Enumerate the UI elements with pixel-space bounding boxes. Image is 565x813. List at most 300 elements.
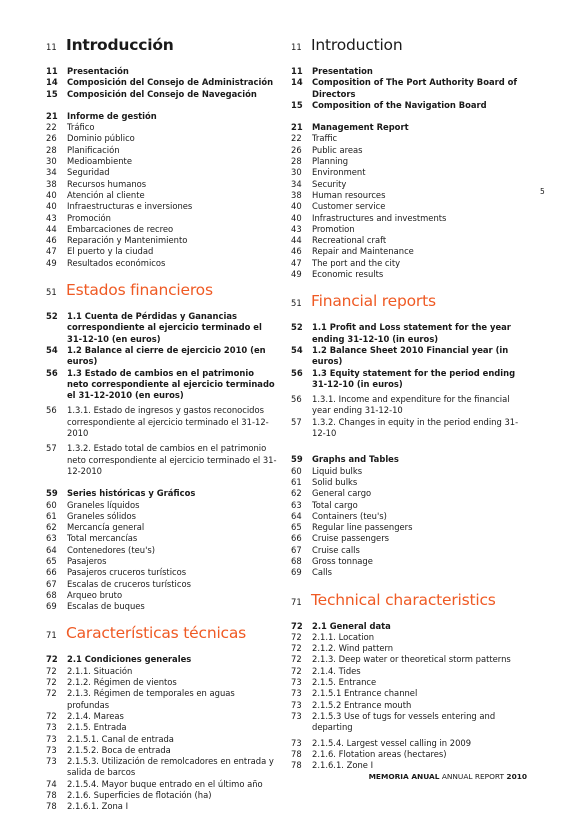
entry-title: Informe de gestión bbox=[67, 110, 157, 121]
entry-group bbox=[46, 654, 278, 812]
toc-entry bbox=[46, 145, 278, 156]
group-spacer bbox=[46, 477, 278, 488]
entry-page-number: 38 bbox=[291, 189, 302, 200]
toc-entry bbox=[291, 201, 523, 212]
entry-page-number: 73 bbox=[46, 722, 57, 733]
toc-entry bbox=[291, 556, 523, 567]
entry-page-number: 38 bbox=[46, 178, 57, 189]
index-section bbox=[46, 36, 278, 269]
section-spacer bbox=[291, 579, 523, 591]
section-spacer bbox=[291, 280, 523, 292]
entry-page-number: 73 bbox=[291, 677, 302, 688]
section-title: Características técnicas bbox=[66, 624, 247, 643]
toc-entry bbox=[46, 368, 278, 402]
toc-entry bbox=[291, 522, 523, 533]
entry-page-number: 40 bbox=[46, 189, 57, 200]
entry-title: Tráfico bbox=[67, 122, 95, 133]
section-page-number: 51 bbox=[291, 298, 302, 309]
entry-title: Cruise calls bbox=[312, 544, 360, 555]
entry-page-number: 60 bbox=[291, 465, 302, 476]
entry-page-number: 62 bbox=[291, 488, 302, 499]
toc-entry bbox=[291, 77, 523, 100]
entry-page-number: 72 bbox=[291, 665, 302, 676]
toc-entry bbox=[46, 666, 278, 677]
entry-page-number: 69 bbox=[46, 601, 57, 612]
section-heading bbox=[46, 624, 278, 648]
entry-title: 1.2 Balance al cierre de ejercicio 2010 (en euros) bbox=[67, 344, 266, 367]
toc-entry bbox=[291, 654, 523, 665]
spanish-index-column bbox=[46, 36, 278, 813]
toc-entry bbox=[46, 258, 278, 269]
entry-title: 2.1.2. Régimen de vientos bbox=[67, 677, 177, 688]
index-section bbox=[46, 281, 278, 612]
entry-page-number: 47 bbox=[46, 246, 57, 257]
entry-page-number: 63 bbox=[46, 533, 57, 544]
toc-entry bbox=[291, 179, 523, 190]
entry-title: 2.1.3. Deep water or theoretical storm patterns bbox=[312, 654, 511, 665]
entry-title: Reparación y Mantenimiento bbox=[67, 235, 188, 246]
entry-page-number: 69 bbox=[291, 567, 302, 578]
toc-entry bbox=[46, 246, 278, 257]
entry-page-number: 73 bbox=[291, 688, 302, 699]
index-section bbox=[46, 624, 278, 812]
toc-entry bbox=[46, 405, 278, 439]
entry-page-number: 21 bbox=[46, 110, 58, 121]
entry-page-number: 44 bbox=[291, 235, 302, 246]
entry-page-number: 56 bbox=[291, 394, 302, 405]
toc-entry bbox=[291, 269, 523, 280]
toc-entry bbox=[46, 133, 278, 144]
entry-page-number: 68 bbox=[291, 555, 302, 566]
toc-entry bbox=[291, 511, 523, 522]
entry-page-number: 43 bbox=[291, 223, 302, 234]
toc-entry bbox=[46, 677, 278, 688]
section-page-number: 71 bbox=[46, 630, 57, 641]
entry-title: Composition of The Port Authority Board of Directors bbox=[312, 77, 518, 99]
entry-title: Escalas de cruceros turísticos bbox=[67, 578, 191, 589]
entry-title: Pasajeros bbox=[67, 555, 107, 566]
toc-entry bbox=[291, 677, 523, 688]
section-title: Introduction bbox=[311, 36, 403, 54]
toc-entry bbox=[291, 454, 523, 465]
entry-page-number: 52 bbox=[291, 322, 303, 333]
toc-entry bbox=[291, 122, 523, 133]
entry-title: Embarcaciones de recreo bbox=[67, 223, 174, 234]
entry-page-number: 34 bbox=[46, 167, 57, 178]
toc-entry bbox=[291, 322, 523, 345]
entry-page-number: 66 bbox=[46, 567, 57, 578]
entry-page-number: 26 bbox=[46, 133, 57, 144]
group-spacer bbox=[291, 439, 523, 450]
entry-page-number: 78 bbox=[291, 760, 302, 771]
entry-title: Graneles sólidos bbox=[67, 510, 136, 521]
entry-title: 2.1.5. Entrance bbox=[312, 677, 377, 688]
section-title: Estados financieros bbox=[66, 281, 213, 300]
entry-page-number: 72 bbox=[291, 654, 302, 665]
entry-page-number: 56 bbox=[46, 367, 58, 378]
toc-entry bbox=[291, 368, 523, 391]
toc-entry bbox=[291, 567, 523, 578]
section-title: Financial reports bbox=[311, 292, 436, 311]
entry-page-number: 72 bbox=[291, 643, 302, 654]
entry-title: Atención al cliente bbox=[67, 189, 145, 200]
entry-title: 2.1.5.4. Largest vessel calling in 2009 bbox=[312, 737, 472, 748]
entry-title: 2.1.5.3 Use of tugs for vessels entering and departing bbox=[312, 710, 496, 733]
entry-title: Recursos humanos bbox=[67, 178, 147, 189]
section-heading bbox=[291, 292, 523, 316]
section-title: Introducción bbox=[66, 36, 174, 54]
entry-title: Medioambiente bbox=[67, 156, 132, 167]
footer-year: 2010 bbox=[506, 772, 527, 781]
entry-page-number: 78 bbox=[46, 790, 57, 801]
entry-title: 2.1.6.1. Zone I bbox=[312, 760, 374, 771]
entry-title: 2.1.6.1. Zona I bbox=[67, 801, 129, 812]
toc-entry bbox=[291, 417, 523, 440]
entry-page-number: 40 bbox=[46, 201, 57, 212]
toc-entry bbox=[46, 556, 278, 567]
entry-page-number: 44 bbox=[46, 223, 57, 234]
entry-title: Seguridad bbox=[67, 167, 110, 178]
entry-title: Customer service bbox=[312, 201, 386, 212]
entry-title: 2.1.3. Régimen de temporales en aguas profundas bbox=[67, 688, 235, 710]
entry-group bbox=[46, 66, 278, 100]
english-index-column bbox=[291, 36, 523, 771]
section-page-number: 11 bbox=[291, 42, 302, 52]
toc-entry bbox=[291, 258, 523, 269]
toc-entry bbox=[291, 466, 523, 477]
entry-page-number: 68 bbox=[46, 589, 57, 600]
entry-page-number: 30 bbox=[291, 167, 302, 178]
toc-entry bbox=[46, 756, 278, 779]
toc-entry bbox=[46, 500, 278, 511]
toc-entry bbox=[46, 167, 278, 178]
toc-entry bbox=[46, 801, 278, 812]
toc-entry bbox=[46, 579, 278, 590]
entry-title: 2.1.5.2. Boca de entrada bbox=[67, 744, 171, 755]
entry-page-number: 15 bbox=[46, 88, 58, 99]
entry-page-number: 14 bbox=[46, 77, 58, 88]
toc-entry bbox=[46, 235, 278, 246]
entry-title: 2.1.5. Entrada bbox=[67, 722, 127, 733]
toc-entry bbox=[291, 145, 523, 156]
toc-entry bbox=[291, 621, 523, 632]
entry-page-number: 34 bbox=[291, 178, 302, 189]
toc-entry bbox=[46, 654, 278, 665]
entry-page-number: 74 bbox=[46, 778, 57, 789]
toc-entry bbox=[46, 722, 278, 733]
entry-page-number: 72 bbox=[46, 677, 57, 688]
toc-entry bbox=[291, 394, 523, 417]
entry-page-number: 46 bbox=[291, 246, 302, 257]
entry-title: Escalas de buques bbox=[67, 601, 145, 612]
toc-entry bbox=[291, 488, 523, 499]
entry-page-number: 30 bbox=[46, 156, 57, 167]
entry-title: Composición del Consejo de Administración bbox=[67, 77, 274, 88]
toc-entry bbox=[46, 213, 278, 224]
entry-page-number: 73 bbox=[46, 733, 57, 744]
entry-group bbox=[291, 66, 523, 111]
section-title: Technical characteristics bbox=[311, 590, 496, 609]
entry-title: General cargo bbox=[312, 488, 372, 499]
entry-title: Liquid bulks bbox=[312, 465, 363, 476]
entry-title: 2.1.1. Location bbox=[312, 631, 375, 642]
entry-title: 1.3.2. Estado total de cambios en el patrimonio neto correspondiente al ejercicio terminado el 31-12-2010 bbox=[67, 443, 277, 476]
report-footer bbox=[369, 772, 527, 781]
toc-entry bbox=[46, 734, 278, 745]
entry-title: 1.3.1. Estado de ingresos y gastos reconocidos correspondiente al ejercicio terminado el 31-12-2010 bbox=[67, 405, 269, 439]
toc-entry bbox=[46, 111, 278, 122]
entry-title: 1.3 Equity statement for the period ending 31-12-10 (in euros) bbox=[312, 367, 516, 389]
toc-entry bbox=[46, 156, 278, 167]
entry-title: 2.1.1. Situación bbox=[67, 665, 133, 676]
entry-page-number: 40 bbox=[291, 201, 302, 212]
toc-entry bbox=[291, 167, 523, 178]
entry-group bbox=[46, 111, 278, 269]
footer-title-en: ANNUAL REPORT bbox=[441, 772, 505, 781]
toc-entry bbox=[46, 311, 278, 345]
entry-page-number: 67 bbox=[291, 544, 302, 555]
entry-title: Environment bbox=[312, 167, 366, 178]
toc-entry bbox=[46, 779, 278, 790]
entry-title: 2.1.4. Mareas bbox=[67, 710, 124, 721]
entry-page-number: 11 bbox=[46, 66, 58, 76]
group-spacer bbox=[291, 111, 523, 122]
entry-page-number: 72 bbox=[46, 665, 57, 676]
entry-title: Dominio público bbox=[67, 133, 135, 144]
group-spacer bbox=[46, 100, 278, 111]
entry-page-number: 63 bbox=[291, 499, 302, 510]
page-number: 5 bbox=[540, 187, 545, 196]
entry-title: Containers (teu's) bbox=[312, 510, 387, 521]
entry-title: 2.1.5.2 Entrance mouth bbox=[312, 699, 412, 710]
toc-entry bbox=[46, 688, 278, 711]
entry-page-number: 65 bbox=[291, 522, 302, 533]
toc-entry bbox=[46, 601, 278, 612]
entry-page-number: 26 bbox=[291, 144, 302, 155]
entry-group bbox=[291, 322, 523, 439]
toc-entry bbox=[291, 66, 523, 77]
entry-title: Contenedores (teu's) bbox=[67, 544, 155, 555]
toc-entry bbox=[291, 500, 523, 511]
entry-page-number: 60 bbox=[46, 499, 57, 510]
entry-title: Recreational craft bbox=[312, 235, 387, 246]
entry-title: Repair and Maintenance bbox=[312, 246, 414, 257]
section-heading bbox=[291, 591, 523, 615]
index-section bbox=[291, 591, 523, 772]
entry-title: 2.1.5.1 Entrance channel bbox=[312, 688, 418, 699]
section-heading bbox=[291, 36, 523, 60]
entry-title: 2.1 Condiciones generales bbox=[67, 654, 192, 665]
entry-title: Regular line passengers bbox=[312, 522, 413, 533]
entry-title: The port and the city bbox=[312, 257, 401, 268]
footer-title-es: MEMORIA ANUAL bbox=[368, 772, 440, 781]
toc-entry bbox=[46, 545, 278, 556]
entry-group bbox=[291, 122, 523, 280]
toc-entry bbox=[46, 190, 278, 201]
entry-page-number: 46 bbox=[46, 235, 57, 246]
entry-page-number: 78 bbox=[291, 748, 302, 759]
entry-page-number: 61 bbox=[46, 510, 57, 521]
entry-title: El puerto y la ciudad bbox=[67, 246, 154, 257]
entry-title: Composition of the Navigation Board bbox=[312, 99, 487, 110]
toc-entry bbox=[291, 246, 523, 257]
entry-group bbox=[46, 311, 278, 477]
entry-page-number: 52 bbox=[46, 311, 58, 322]
entry-title: Promoción bbox=[67, 212, 111, 223]
entry-title: Total mercancías bbox=[67, 533, 138, 544]
index-section bbox=[291, 292, 523, 578]
section-spacer bbox=[46, 269, 278, 281]
entry-title: Planning bbox=[312, 156, 349, 167]
entry-title: Solid bulks bbox=[312, 476, 358, 487]
entry-title: Infrastructures and investments bbox=[312, 212, 447, 223]
section-spacer bbox=[46, 612, 278, 624]
toc-entry bbox=[46, 443, 278, 477]
toc-entry bbox=[291, 235, 523, 246]
section-page-number: 51 bbox=[46, 287, 57, 298]
toc-entry bbox=[46, 66, 278, 77]
entry-title: Promotion bbox=[312, 223, 355, 234]
entry-page-number: 64 bbox=[46, 544, 57, 555]
entry-title: Calls bbox=[312, 567, 332, 578]
entry-group bbox=[46, 488, 278, 612]
toc-entry bbox=[291, 738, 523, 749]
entry-title: Management Report bbox=[312, 122, 409, 133]
section-heading bbox=[46, 281, 278, 305]
entry-page-number: 49 bbox=[46, 257, 57, 268]
entry-page-number: 72 bbox=[291, 620, 303, 631]
entry-title: Infraestructuras e inversiones bbox=[67, 201, 193, 212]
entry-page-number: 15 bbox=[291, 99, 303, 110]
toc-entry bbox=[46, 89, 278, 100]
entry-title: 1.3 Estado de cambios en el patrimonio neto correspondiente al ejercicio terminado el 31-12-2010 (en euros) bbox=[67, 367, 275, 401]
entry-title: 2.1.2. Wind pattern bbox=[312, 643, 394, 654]
entry-page-number: 73 bbox=[46, 744, 57, 755]
toc-entry bbox=[46, 179, 278, 190]
entry-title: 1.1 Profit and Loss statement for the year ending 31-12-10 (in euros) bbox=[312, 322, 511, 344]
entry-page-number: 21 bbox=[291, 122, 303, 133]
toc-entry bbox=[291, 545, 523, 556]
toc-entry bbox=[291, 700, 523, 711]
entry-title: Mercancía general bbox=[67, 522, 145, 533]
entry-group bbox=[291, 621, 523, 772]
toc-entry bbox=[291, 224, 523, 235]
entry-page-number: 73 bbox=[291, 699, 302, 710]
entry-page-number: 28 bbox=[291, 156, 302, 167]
entry-title: Planificación bbox=[67, 144, 120, 155]
toc-entry bbox=[46, 224, 278, 235]
entry-title: Public areas bbox=[312, 144, 363, 155]
entry-page-number: 78 bbox=[46, 801, 57, 812]
toc-entry bbox=[46, 77, 278, 88]
entry-title: Series históricas y Gráficos bbox=[67, 488, 196, 499]
entry-page-number: 28 bbox=[46, 144, 57, 155]
toc-entry bbox=[291, 632, 523, 643]
entry-page-number: 56 bbox=[46, 405, 57, 416]
entry-title: Traffic bbox=[312, 133, 338, 144]
entry-page-number: 22 bbox=[46, 122, 57, 133]
toc-entry bbox=[291, 156, 523, 167]
toc-entry bbox=[46, 590, 278, 601]
toc-entry bbox=[291, 190, 523, 201]
toc-entry bbox=[46, 345, 278, 368]
entry-title: Arqueo bruto bbox=[67, 589, 123, 600]
entry-title: 2.1.6. Superficies de flotación (ha) bbox=[67, 790, 212, 801]
entry-page-number: 54 bbox=[46, 344, 58, 355]
toc-entry bbox=[46, 711, 278, 722]
entry-title: 1.1 Cuenta de Pérdidas y Ganancias correspondiente al ejercicio terminado el 31-12-10 (en euros) bbox=[67, 311, 262, 344]
entry-title: Presentation bbox=[312, 66, 373, 76]
toc-entry bbox=[291, 133, 523, 144]
entry-title: 2.1.6. Flotation areas (hectares) bbox=[312, 748, 447, 759]
entry-page-number: 72 bbox=[46, 710, 57, 721]
toc-entry bbox=[291, 711, 523, 734]
entry-title: Graphs and Tables bbox=[312, 454, 399, 465]
toc-entry bbox=[46, 745, 278, 756]
entry-page-number: 72 bbox=[46, 654, 58, 665]
entry-page-number: 59 bbox=[291, 454, 303, 465]
toc-entry bbox=[291, 666, 523, 677]
entry-page-number: 57 bbox=[46, 443, 57, 454]
entry-page-number: 11 bbox=[291, 66, 303, 76]
toc-entry bbox=[291, 643, 523, 654]
entry-page-number: 22 bbox=[291, 133, 302, 144]
entry-title: Gross tonnage bbox=[312, 555, 373, 566]
entry-page-number: 66 bbox=[291, 533, 302, 544]
toc-entry bbox=[291, 213, 523, 224]
entry-page-number: 65 bbox=[46, 555, 57, 566]
entry-title: 2.1.4. Tides bbox=[312, 665, 361, 676]
toc-entry bbox=[46, 201, 278, 212]
toc-entry bbox=[291, 477, 523, 488]
entry-title: Graneles líquidos bbox=[67, 499, 140, 510]
toc-entry bbox=[291, 749, 523, 760]
index-section bbox=[291, 36, 523, 280]
entry-page-number: 43 bbox=[46, 212, 57, 223]
toc-entry bbox=[291, 345, 523, 368]
entry-title: 2.1 General data bbox=[312, 620, 391, 631]
entry-page-number: 64 bbox=[291, 510, 302, 521]
toc-entry bbox=[46, 488, 278, 499]
entry-title: Presentación bbox=[67, 66, 129, 76]
entry-page-number: 47 bbox=[291, 257, 302, 268]
section-heading bbox=[46, 36, 278, 60]
entry-title: 2.1.5.1. Canal de entrada bbox=[67, 733, 174, 744]
entry-title: Cruise passengers bbox=[312, 533, 390, 544]
entry-group bbox=[291, 450, 523, 578]
entry-title: 2.1.5.3. Utilización de remolcadores en entrada y salida de barcos bbox=[67, 756, 274, 778]
toc-entry bbox=[291, 688, 523, 699]
entry-page-number: 57 bbox=[291, 416, 302, 427]
entry-page-number: 73 bbox=[291, 737, 302, 748]
entry-page-number: 49 bbox=[291, 269, 302, 280]
entry-page-number: 73 bbox=[46, 756, 57, 767]
entry-page-number: 40 bbox=[291, 212, 302, 223]
entry-title: Total cargo bbox=[312, 499, 358, 510]
entry-title: 1.3.2. Changes in equity in the period ending 31-12-10 bbox=[312, 416, 519, 439]
entry-page-number: 62 bbox=[46, 522, 57, 533]
entry-page-number: 14 bbox=[291, 77, 303, 88]
entry-title: Pasajeros cruceros turísticos bbox=[67, 567, 187, 578]
entry-page-number: 61 bbox=[291, 476, 302, 487]
entry-page-number: 73 bbox=[291, 710, 302, 721]
toc-entry bbox=[46, 511, 278, 522]
entry-title: 1.3.1. Income and expenditure for the financial year ending 31-12-10 bbox=[312, 394, 510, 416]
entry-title: Human resources bbox=[312, 189, 386, 200]
entry-page-number: 56 bbox=[291, 367, 303, 378]
entry-page-number: 59 bbox=[46, 488, 58, 499]
toc-entry bbox=[46, 522, 278, 533]
